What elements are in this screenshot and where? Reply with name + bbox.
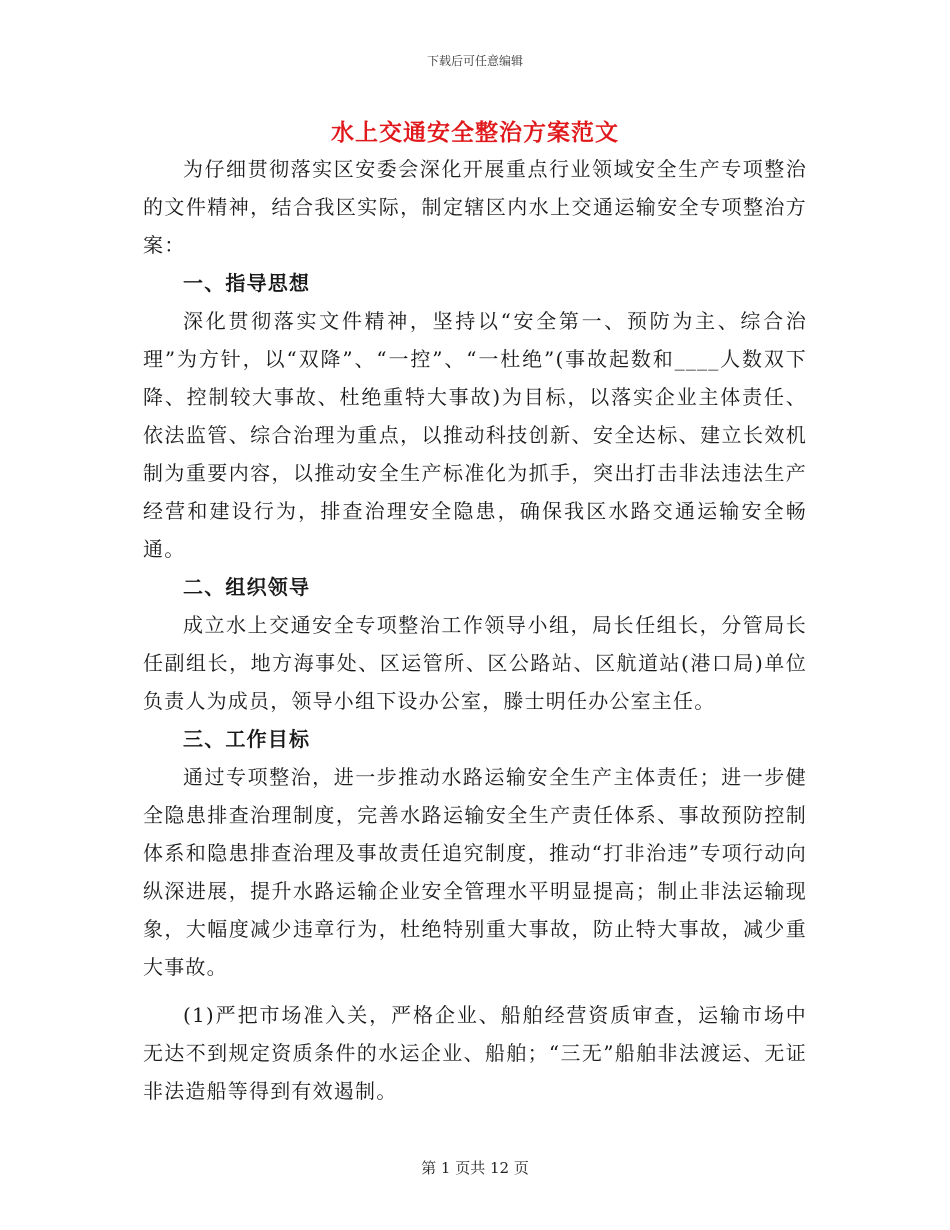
intro-paragraph: 为仔细贯彻落实区安委会深化开展重点行业领域安全生产专项整治的文件精神，结合我区实际，制定辖区内水上交通运输安全专项整治方案： [143, 157, 807, 257]
section-heading-guiding-principles: 一、指导思想 [183, 271, 311, 295]
list-item-1: (1)严把市场准入关，严格企业、船舶经营资质审查，运输市场中无达不到规定资质条件的水运企业、船舶；“三无”船舶非法渡运、无证非法造船等得到有效遏制。 [143, 1003, 807, 1103]
section-body-guiding-principles: 深化贯彻落实文件精神，坚持以“安全第一、预防为主、综合治理”为方针，以“双降”、“一控”、“一杜绝”(事故起数和____人数双下降、控制较大事故、杜绝重特大事故)为目标，以落实企业主体责任、依法监管、综合治理为重点，以推动科技创新、安全达标、建立长效机制为重要内容，以推动安全生产标准化为抓手，突出打击非法违法生产经营和建设行为，排查治理安全隐患，确保我区水路交通运输安全畅通。 [143, 309, 807, 561]
document-title: 水上交通安全整治方案范文 [331, 119, 619, 146]
section-heading-objectives: 三、工作目标 [183, 727, 311, 751]
page-number: 第 1 页共 12 页 [421, 1159, 529, 1177]
document-body [143, 150, 807, 1110]
page-header-note: 下载后可任意编辑 [426, 54, 523, 68]
section-body-leadership: 成立水上交通安全专项整治工作领导小组，局长任组长，分管局长任副组长，地方海事处、区运管所、区公路站、区航道站(港口局)单位负责人为成员，领导小组下设办公室，滕士明任办公室主任。 [143, 613, 807, 713]
section-body-objectives: 通过专项整治，进一步推动水路运输安全生产主体责任；进一步健全隐患排查治理制度，完善水路运输安全生产责任体系、事故预防控制体系和隐患排查治理及事故责任追究制度，推动“打非治违”专项行动向纵深进展，提升水路运输企业安全管理水平明显提高；制止非法运输现象，大幅度减少违章行为，杜绝特别重大事故，防止特大事故，减少重大事故。 [143, 765, 807, 979]
section-heading-leadership: 二、组织领导 [183, 575, 311, 599]
